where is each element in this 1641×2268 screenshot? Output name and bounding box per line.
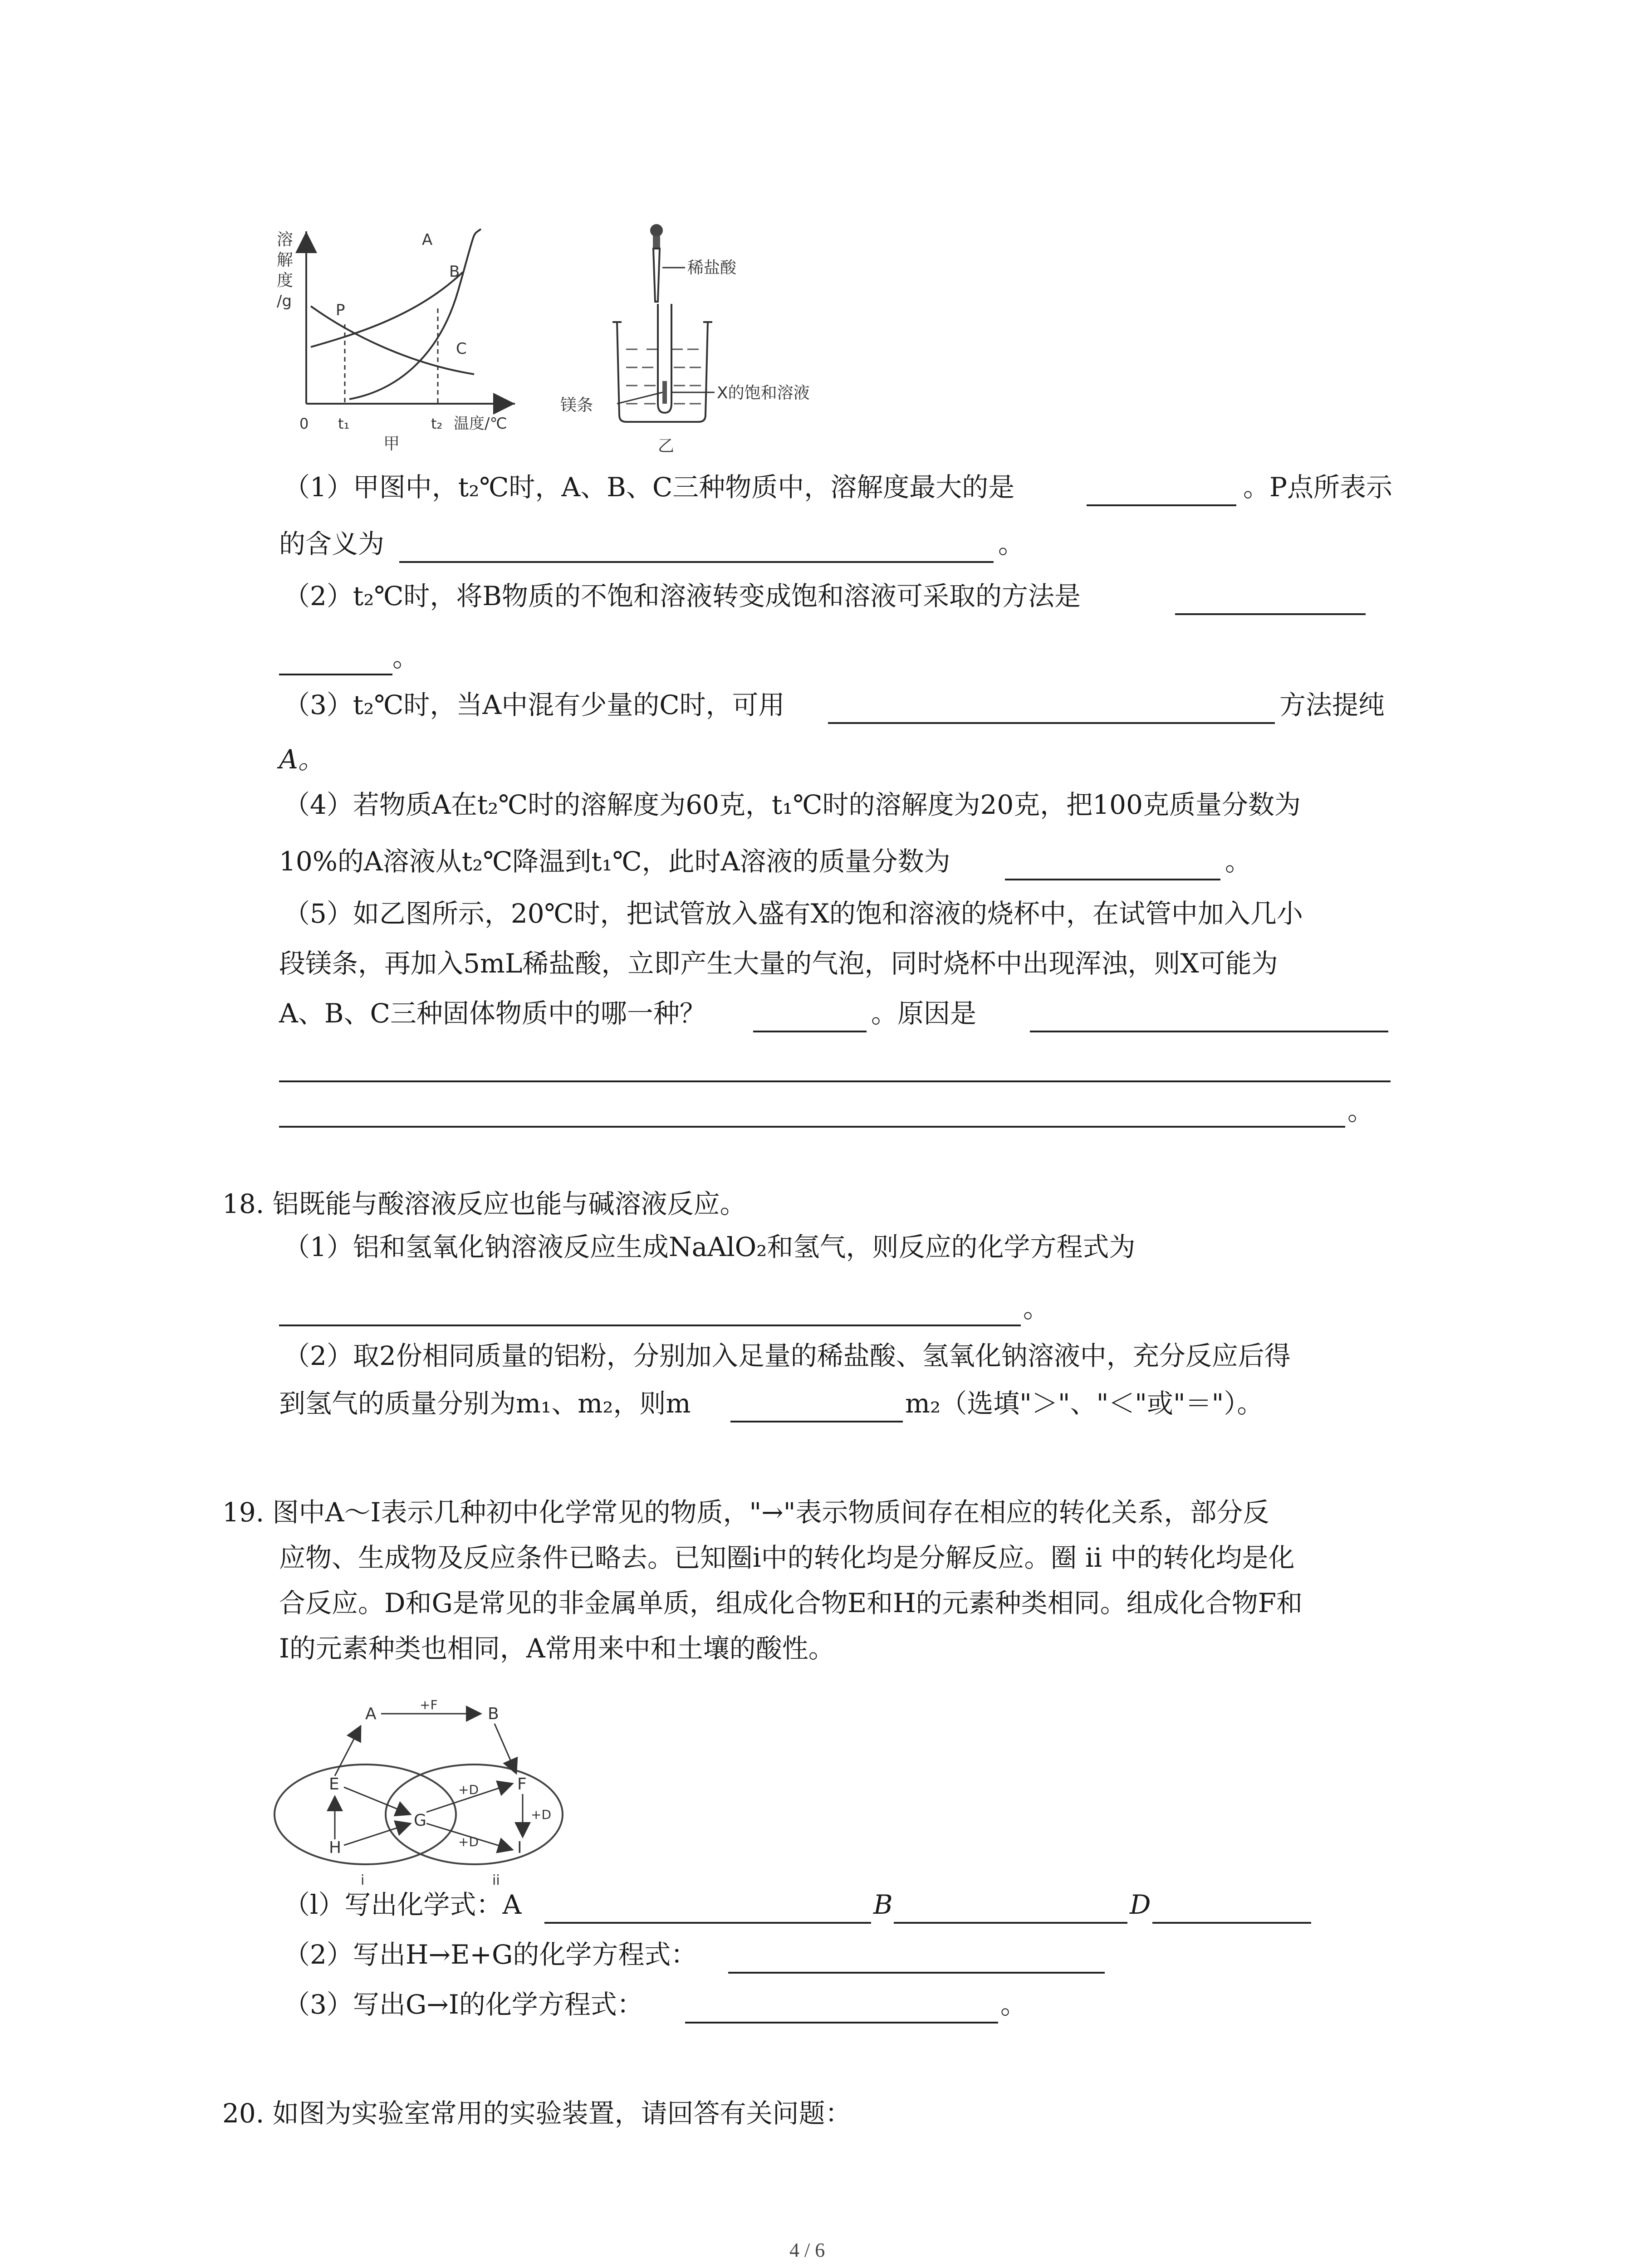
node-a: A — [365, 1705, 377, 1723]
node-e: E — [329, 1775, 339, 1794]
curve-a — [349, 229, 481, 399]
q17-p3-blank[interactable] — [828, 722, 1275, 724]
q17-p1-text-b: 。P点所表示 — [1243, 472, 1393, 503]
q17-p1-blank-1[interactable] — [1087, 504, 1236, 506]
q17-p5-text-b: 段镁条，再加入5mL稀盐酸，立即产生大量的气泡，同时烧杯中出现浑浊，则X可能为 — [279, 948, 1278, 979]
q17-p5-blank-2[interactable] — [1030, 1031, 1388, 1032]
circle-ii-label: ii — [492, 1872, 500, 1888]
q17-p5-blank-3[interactable] — [279, 1080, 1391, 1082]
solution-label: X的饱和溶液 — [717, 384, 810, 402]
t1-label: t₁ — [338, 415, 350, 432]
y-axis-label-1: 溶 — [277, 230, 294, 249]
q19-p1-text-d: D — [1130, 1889, 1151, 1920]
beaker-apparatus — [549, 213, 876, 467]
origin-label: 0 — [299, 415, 309, 432]
x-axis-label: 温度/℃ — [454, 415, 507, 433]
q17-p5-blank-4[interactable] — [279, 1126, 1345, 1128]
node-g: G — [414, 1811, 426, 1830]
dropper-label: 稀盐酸 — [687, 259, 737, 277]
q19-p2-blank[interactable] — [728, 1972, 1105, 1974]
q19-p1-blank-b[interactable] — [894, 1922, 1127, 1924]
q17-p1-blank-2[interactable] — [399, 561, 994, 563]
q17-p3-text-c: A。 — [279, 744, 324, 775]
transformation-diagram — [268, 1678, 594, 1892]
q19-p2-text: （2）写出H→E+G的化学方程式： — [284, 1939, 697, 1970]
y-axis-label-4: /g — [277, 292, 292, 310]
q17-p5-end: 。 — [1347, 1095, 1374, 1126]
q17-p5-text-d: 。原因是 — [871, 998, 977, 1029]
label-plus-d-3: +D — [458, 1834, 479, 1849]
q17-p3-text-b: 方法提纯 — [1279, 689, 1385, 720]
q17-p4-text-c: 。 — [1225, 846, 1252, 877]
q17-p3-text-a: （3）t₂℃时，当A中混有少量的C时，可用 — [284, 689, 785, 720]
q19-p1-blank-a[interactable] — [544, 1922, 871, 1924]
q19-p3-blank[interactable] — [685, 2022, 998, 2024]
q17-p2-blank-1[interactable] — [1175, 613, 1366, 615]
q19-p1-blank-d[interactable] — [1152, 1922, 1311, 1924]
node-f: F — [517, 1775, 527, 1794]
q17-p2-blank-2[interactable] — [279, 674, 392, 675]
q18-p2-text-b: 到氢气的质量分别为m₁、m₂，则m — [279, 1388, 691, 1419]
label-plus-f: +F — [420, 1697, 438, 1712]
q17-p5-blank-1[interactable] — [753, 1031, 867, 1032]
y-axis-label-3: 度 — [277, 271, 294, 290]
q17-p4-text-b: 10%的A溶液从t₂℃降温到t₁℃，此时A溶液的质量分数为 — [279, 846, 950, 877]
q17-p5-text-c: A、B、C三种固体物质中的哪一种？ — [279, 998, 706, 1029]
q19-stem-3: 合反应。D和G是常见的非金属单质，组成化合物E和H的元素种类相同。组成化合物F和 — [279, 1588, 1303, 1618]
q18-stem: 18. 铝既能与酸溶液反应也能与碱溶液反应。 — [222, 1188, 746, 1219]
q17-p5-text-a: （5）如乙图所示，20℃时，把试管放入盛有X的饱和溶液的烧杯中，在试管中加入几小 — [284, 898, 1303, 929]
q18-p1-text: （1）铝和氢氧化钠溶液反应生成NaAlO₂和氢气，则反应的化学方程式为 — [284, 1232, 1136, 1262]
q19-stem-2: 应物、生成物及反应条件已略去。已知圈i中的转化均是分解反应。圈 ii 中的转化均是化 — [279, 1542, 1295, 1573]
curve-b — [311, 272, 463, 347]
q18-p2-text-c: m₂（选填"＞"、"＜"或"＝"）。 — [905, 1388, 1264, 1419]
q17-p4-blank[interactable] — [1005, 879, 1220, 880]
point-p-label: P — [336, 301, 345, 319]
label-plus-d-2: +D — [531, 1807, 552, 1822]
q18-p2-blank[interactable] — [730, 1421, 903, 1422]
figure-yi-caption: 乙 — [658, 437, 675, 455]
solubility-graph — [268, 218, 522, 472]
figure-jia-caption: 甲 — [383, 435, 400, 453]
q19-stem-4: I的元素种类也相同，A常用来中和土壤的酸性。 — [279, 1633, 835, 1664]
q18-p1-blank[interactable] — [279, 1325, 1021, 1326]
q19-stem-1: 19. 图中A～I表示几种初中化学常见的物质，"→"表示物质间存在相应的转化关系，部分反 — [222, 1497, 1269, 1528]
q17-p2-end: 。 — [392, 642, 419, 673]
q20-stem: 20. 如图为实验室常用的实验装置，请回答有关问题： — [222, 2098, 852, 2129]
q19-p1-text-a: （l）写出化学式：A — [284, 1889, 522, 1920]
circle-i-label: i — [361, 1872, 365, 1888]
t2-label: t₂ — [431, 415, 443, 432]
q19-p1-text-b: B — [873, 1889, 893, 1920]
mg-strip-label: 镁条 — [560, 396, 593, 415]
q19-p3-text-a: （3）写出G→I的化学方程式： — [284, 1989, 643, 2020]
q19-p3-text-b: 。 — [1000, 1989, 1027, 2020]
curve-label-a: A — [422, 231, 433, 249]
q17-p1-text-c: 的含义为 — [279, 528, 385, 559]
y-axis-label-2: 解 — [277, 251, 294, 269]
curve-label-b: B — [449, 263, 460, 281]
q18-p1-end: 。 — [1023, 1293, 1050, 1324]
page-number: 4 / 6 — [789, 2239, 825, 2261]
label-plus-d-1: +D — [458, 1782, 479, 1797]
q17-p1-text-d: 。 — [998, 528, 1025, 559]
curve-label-c: C — [456, 340, 467, 358]
node-i: I — [517, 1838, 522, 1857]
q18-p2-text-a: （2）取2份相同质量的铝粉，分别加入足量的稀盐酸、氢氧化钠溶液中，充分反应后得 — [284, 1340, 1291, 1371]
q17-p1-text-a: （1）甲图中，t₂℃时，A、B、C三种物质中，溶解度最大的是 — [284, 472, 1015, 503]
q17-p2-text: （2）t₂℃时，将B物质的不饱和溶液转变成饱和溶液可采取的方法是 — [284, 581, 1081, 611]
node-h: H — [329, 1838, 342, 1857]
q17-p4-text-a: （4）若物质A在t₂℃时的溶解度为60克，t₁℃时的溶解度为20克，把100克质量分数为 — [284, 789, 1301, 820]
node-b: B — [488, 1705, 499, 1723]
